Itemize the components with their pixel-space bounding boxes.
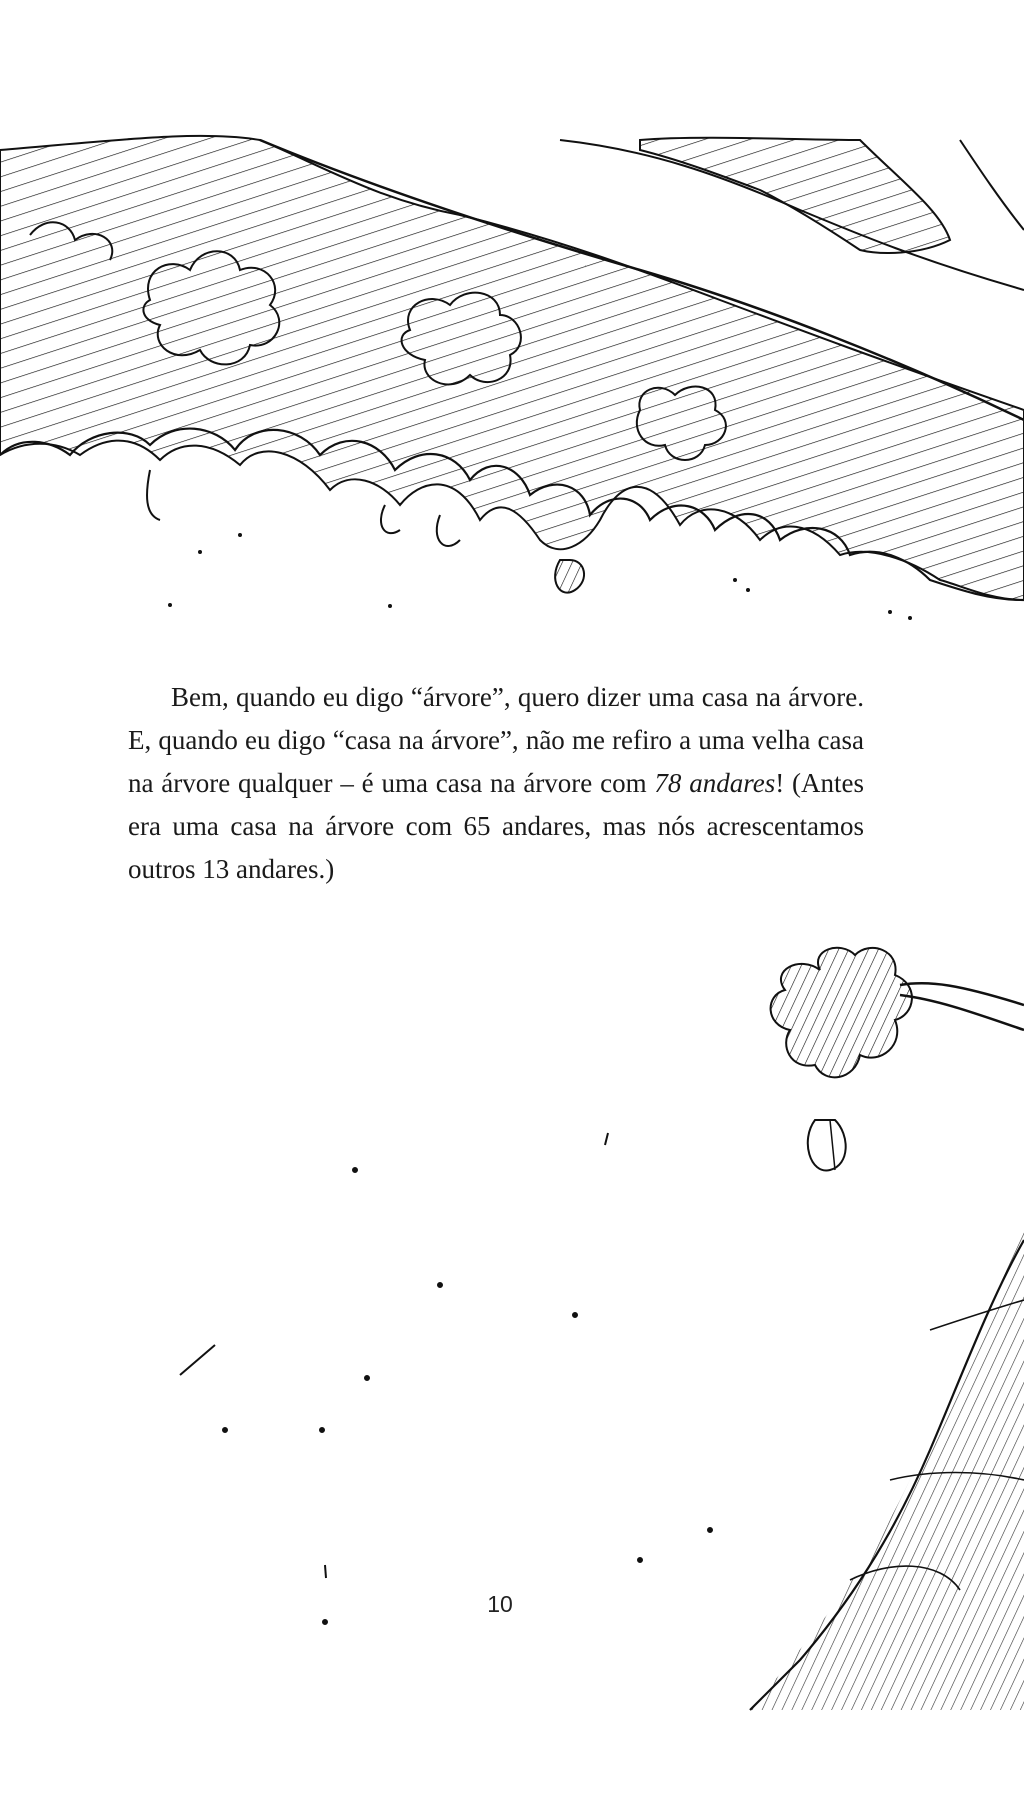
- paragraph-text-part1: Bem, quando eu digo “árvore”, quero dizer uma casa na árvore. E, quando eu digo “casa na árvore”, não me refiro a uma velha casa na árvore qualquer – é uma casa na árvore com: [128, 682, 864, 798]
- tree-trunk: [750, 1230, 1024, 1710]
- background-specks: [180, 1133, 712, 1624]
- paragraph-emphasis: 78 andares: [654, 768, 776, 798]
- hanging-leaf-cluster: [771, 948, 1024, 1171]
- paragraph-text-part2: ! (Antes era uma casa na árvore com 65 andares, mas nós acrescentamos outros 13 andares.): [128, 768, 864, 884]
- page-number: 10: [487, 1591, 513, 1617]
- story-paragraph: [128, 676, 864, 891]
- canopy-foliage: [0, 136, 1024, 620]
